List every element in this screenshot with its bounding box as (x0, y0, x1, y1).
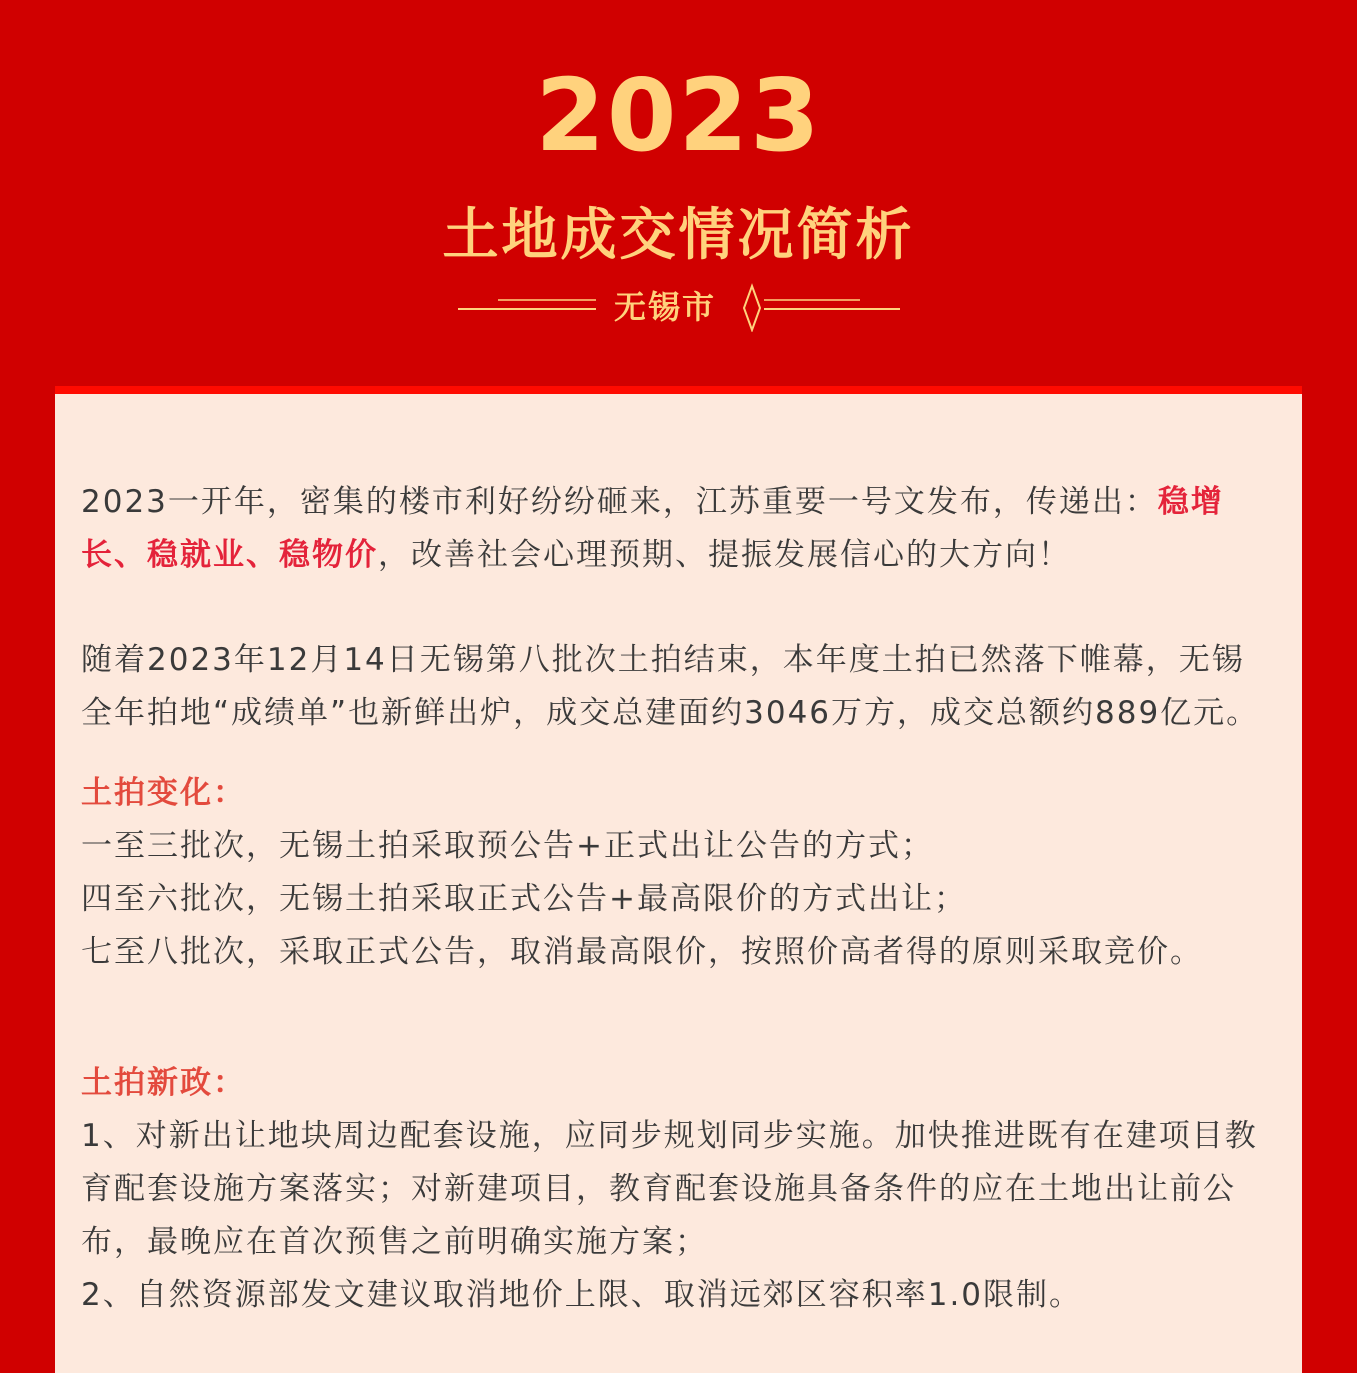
spacer (81, 740, 1276, 767)
content-card (55, 386, 1302, 1373)
spacer (81, 582, 1276, 634)
intro-text-after: ，改善社会心理预期、提振发展信心的大方向！ (378, 537, 1071, 573)
year-heading: 2023 (535, 57, 822, 174)
changes-item: 四至六批次，无锡土拍采取正式公告+最高限价的方式出让； (81, 881, 967, 917)
intro-paragraph (81, 476, 1276, 582)
intro-highlight: 稳增长、稳就业、稳物价 (81, 484, 1224, 573)
intro-text-before: 2023一开年，密集的楼市利好纷纷砸来，江苏重要一号文发布，传递出： (81, 484, 1158, 520)
policy-item: 1、对新出让地块周边配套设施，应同步规划同步实施。加快推进既有在建项目教育配套设施方案落实；对新建项目，教育配套设施具备条件的应在土地出让前公布，最晚应在首次预售之前明确实施方案； (81, 1118, 1258, 1260)
page-title: 土地成交情况简析 (442, 203, 915, 268)
policy-item: 2、自然资源部发文建议取消地价上限、取消远郊区容积率1.0限制。 (81, 1277, 1083, 1313)
policy-title: 土拍新政： (81, 1065, 246, 1101)
article-body (81, 476, 1276, 1322)
spacer (81, 979, 1276, 1057)
changes-item: 七至八批次，采取正式公告，取消最高限价，按照价高者得的原则采取竞价。 (81, 934, 1203, 970)
city-label: 无锡市 (613, 288, 716, 326)
changes-title: 土拍变化： (81, 775, 246, 811)
header-banner (0, 0, 1357, 388)
changes-item: 一至三批次，无锡土拍采取预公告+正式出让公告的方式； (81, 828, 934, 864)
city-subtitle-row (0, 282, 1357, 332)
summary-paragraph: 随着2023年12月14日无锡第八批次土拍结束，本年度土拍已然落下帷幕，无锡全年拍地“成绩单”也新鲜出炉，成交总建面约3046万方，成交总额约889亿元。 (81, 642, 1260, 731)
